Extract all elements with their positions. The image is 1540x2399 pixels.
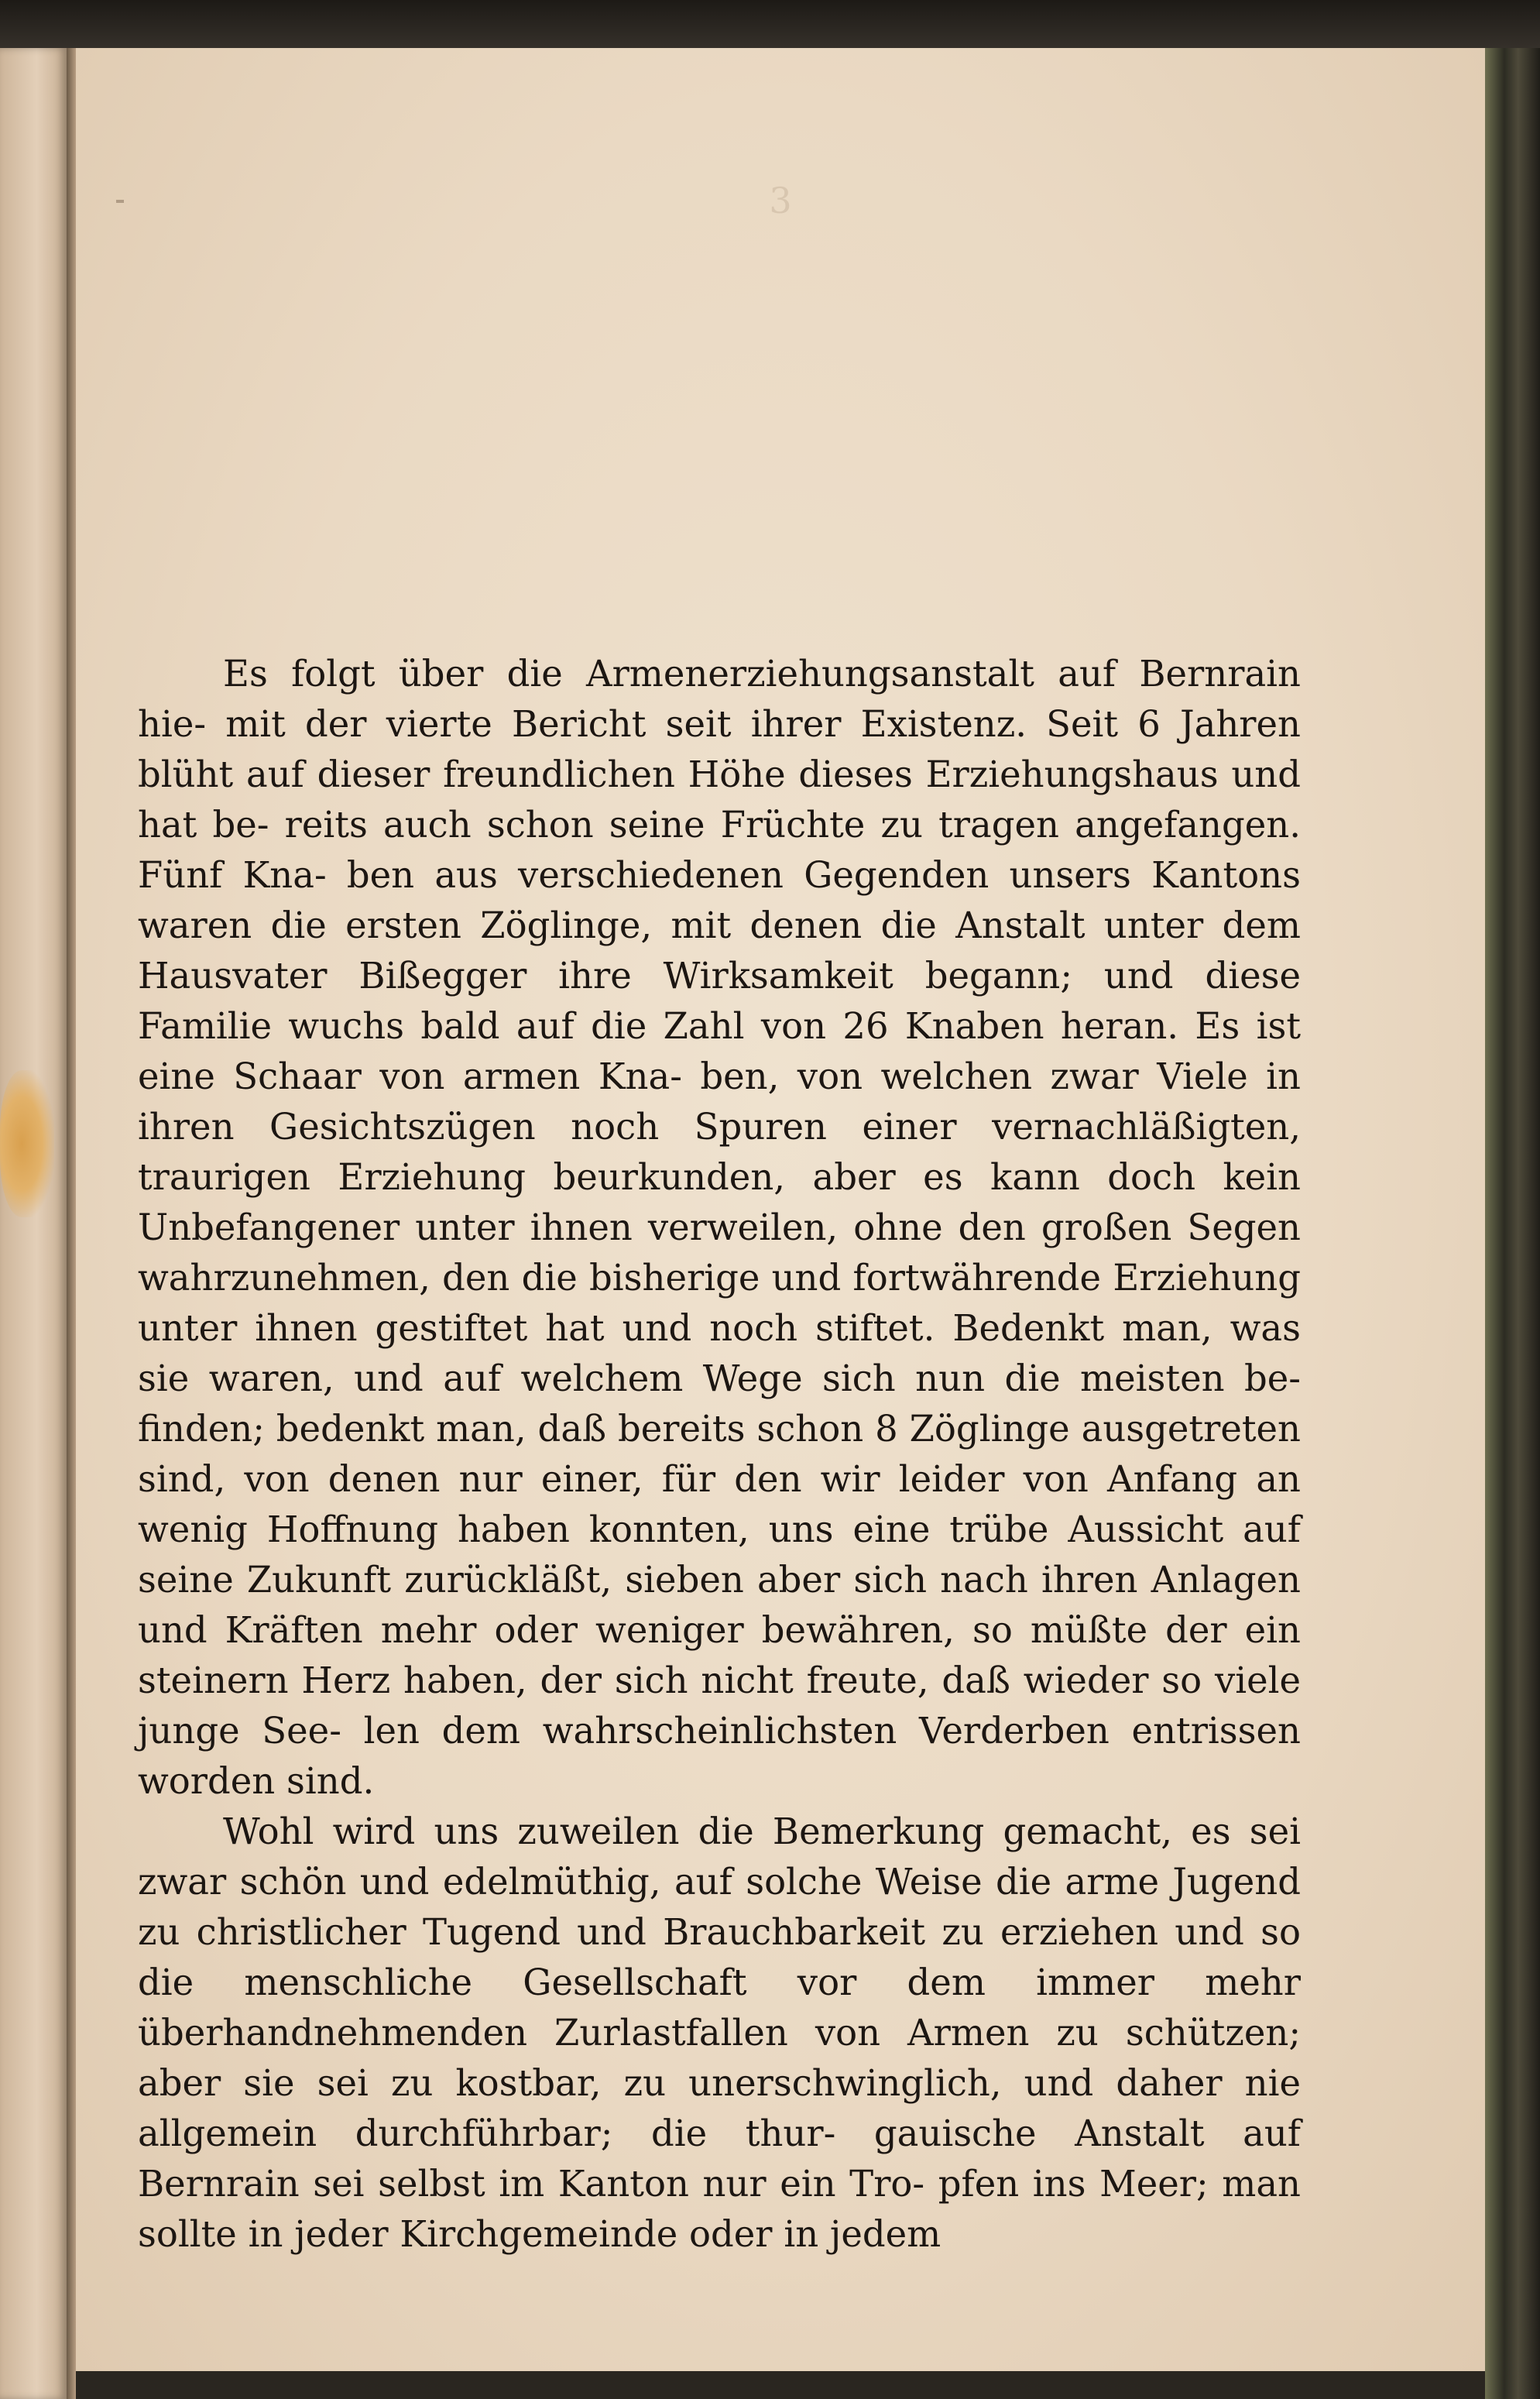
paragraph: Wohl wird uns zuweilen die Bemerkung gemacht, es sei zwar schön und edelmüthig, auf solche Weise die arme Jugend zu christlicher Tugend und Brauchbarkeit zu erziehen und so die menschliche Gesellschaft vor dem immer mehr überhandnehmenden Zurlastfallen von Armen zu schützen; aber sie sei zu kostbar, zu unerschwinglich, und daher nie allgemein durchführbar; die thur- gauische Anstalt auf Bernrain sei selbst im Kanton nur ein Tro- pfen ins Meer; man sollte in jeder Kirchgemeinde oder in jedem xyxy=(138,1810,1301,2255)
book-gutter xyxy=(67,48,76,2399)
book-page xyxy=(76,48,1485,2371)
show-through-text xyxy=(136,274,1313,626)
book-top-edge xyxy=(0,0,1540,48)
paragraph: Es folgt über die Armenerziehungsanstalt auf Bernrain hie- mit der vierte Bericht seit ihrer Existenz. Seit 6 Jahren blüht auf dieser freundlichen Höhe dieses Erziehungshaus und hat be- reits auch schon seine Früchte zu tragen angefangen. Fünf Kna- ben aus verschiedenen Gegenden unsers Kantons waren die ersten Zöglinge, mit denen die Anstalt unter dem Hausvater Bißegger ihre Wirksamkeit begann; und diese Familie wuchs bald auf die Zahl von 26 Knaben heran. Es ist eine Schaar von armen Kna- ben, von welchen zwar Viele in ihren Gesichtszügen noch Spuren einer vernachläßigten, traurigen Erziehung beurkunden, aber es kann doch kein Unbefangener unter ihnen verweilen, ohne den großen Segen wahrzunehmen, den die bisherige und fortwährende Erziehung unter ihnen gestiftet hat und noch stiftet. Bedenkt man, was sie waren, und auf welchem Wege sich nun die meisten be- finden; bedenkt man, daß bereits schon 8 Zöglinge ausgetreten sind, von denen nur einer, für den wir leider von Anfang an wenig Hoffnung haben konnten, uns eine trübe Aussicht auf seine Zukunft zurückläßt, sieben aber sich nach ihren Anlagen und Kräften mehr oder weniger bewähren, so müßte der ein steinern Herz haben, der sich nicht freute, daß wieder so viele junge See- len dem wahrscheinlichsten Verderben entrissen worden sind. xyxy=(138,653,1301,1802)
facing-page-edge xyxy=(0,48,67,2399)
paper-stain xyxy=(0,1070,54,1217)
page-number: 3 xyxy=(769,180,792,221)
body-text xyxy=(138,649,1301,2260)
book-cover-edge xyxy=(1485,48,1540,2399)
